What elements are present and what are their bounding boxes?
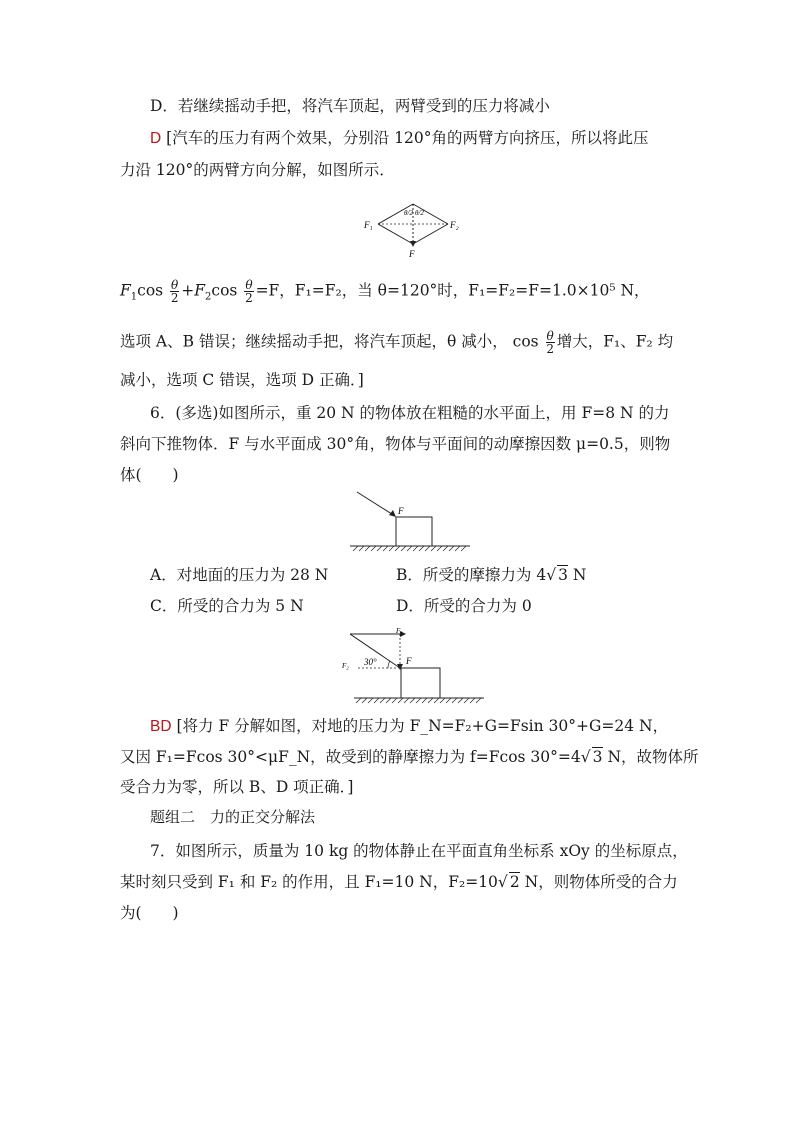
q5-answer-block [150,127,648,150]
q5-fig-theta-right: θ/2 [415,209,424,217]
q5-equation: $F_1\cos$ $\frac{\theta}{2}$ $+F_2\cos$ $\frac{\theta}{2}$ =F，F₁=F₂，当 θ=120°时，F₁=F₂=F=1.0×10⁵ N， [120,278,650,305]
q6-option-b: B．所受的摩擦力为 4√ 3 N [396,566,587,584]
q5-line-4-cos: cos [512,332,539,351]
q7-stem-1: 7．如图所示，质量为 10 kg 的物体静止在平面直角坐标系 xOy 的坐标原点， [150,842,688,860]
q5-eq-cos-2: cos [211,281,238,300]
q6-fig-f-label: F [398,506,404,516]
q6-option-b-unit: N [572,566,587,584]
q5-fig-f-label: F [409,249,415,259]
q6-stem-1: 6．(多选)如图所示，重 20 N 的物体放在粗糙的水平面上，用 F=8 N 的力 [150,404,670,422]
q7-sqrt: 2 [509,873,520,891]
q6-answer-block [150,715,668,738]
q6-fig2-angle: 30° [364,657,377,667]
q6-stem-2: 斜向下推物体．F 与水平面成 30°角，物体与平面间的动摩擦因数 μ=0.5，则物 [120,435,671,453]
q7-stem-3: 为( ) [120,904,179,922]
q5-fig-f2-label: F₂ [450,220,459,230]
q5-eq-frac-2: $\frac{\theta}{2}$ [245,278,253,305]
q6-option-c: C．所受的合力为 5 N [150,597,304,615]
q6-answer-text-2a: 又因 F₁=Fcos 30°<μF_N，故受到的静摩擦力为 f=Fcos 30°=4 [120,748,581,766]
q5-line-4b: 增大，F₁、F₂ 均 [556,332,674,351]
q6-answer-text-3: 受合力为零，所以 B、D 项正确．] [120,778,354,796]
q6-option-b-text: B．所受的摩擦力为 4 [396,566,547,584]
q5-force-diagram [360,198,470,262]
q7-stem-2a: 某时刻只受到 F₁ 和 F₂ 的作用，且 F₁=10 N，F₂=10 [120,873,498,891]
q6-block-diagram [345,488,480,554]
q5-eq-frac-1: $\frac{\theta}{2}$ [170,278,179,305]
q5-line-4a: 选项 A、B 错误；继续摇动手把，将汽车顶起，θ 减小， [120,332,508,351]
q5-line-4-frac: $\frac{\theta}{2}$ [546,329,554,356]
section-heading: 题组二 力的正交分解法 [150,808,316,826]
q5-fig-theta-left: θ/2 [404,209,413,217]
q6-fig2-f2-label: F₂ [342,662,349,670]
q6-answer-text-2b: N，故物体所 [607,748,699,766]
q6-fig2-f-label: F [406,656,412,666]
q5-eq-cos-1: cos [137,281,164,300]
q6-stem-3: 体( ) [120,466,179,484]
q7-stem-2b: N，则物体所受的合力 [524,873,678,891]
q5-fig-f1-label: F₁ [364,220,373,230]
q7-stem-2: 某时刻只受到 F₁ 和 F₂ 的作用，且 F₁=10 N，F₂=10√ 2 N，则物体所受的合力 [120,873,678,891]
q6-answer-line-2: 又因 F₁=Fcos 30°<μF_N，故受到的静摩擦力为 f=Fcos 30°=4√ 3 N，故物体所 [120,748,699,766]
q5-eq-rest: =F，F₁=F₂，当 θ=120°时，F₁=F₂=F=1.0×10⁵ N， [255,281,650,300]
q5-line-5: 减小，选项 C 错误，选项 D 正确．] [120,371,364,389]
q6-answer-letters: BD [150,718,172,735]
q5-answer-text-2: 力沿 120°的两臂方向分解，如图所示． [120,161,395,179]
q5-line-4 [120,330,673,355]
q6-answer-text-1: [将力 F 分解如图，对地的压力为 F_N=F₂+G=Fsin 30°+G=24 N， [176,717,669,735]
q6-fig2-f1-label: F₁ [396,627,403,635]
q6-option-b-sqrt: 3 [558,566,568,584]
q5-answer-text-1: [汽车的压力有两个效果，分别沿 120°角的两臂方向挤压，所以将此压 [166,129,649,147]
q6-decomposition-diagram [340,624,490,706]
q5-answer-letter: D [150,130,162,147]
q6-answer-sqrt: 3 [592,748,603,766]
q5-option-d: D．若继续摇动手把，将汽车顶起，两臂受到的压力将减小 [150,97,550,115]
q6-option-d: D．所受的合力为 0 [396,597,532,615]
q6-option-a: A．对地面的压力为 28 N [150,566,329,584]
